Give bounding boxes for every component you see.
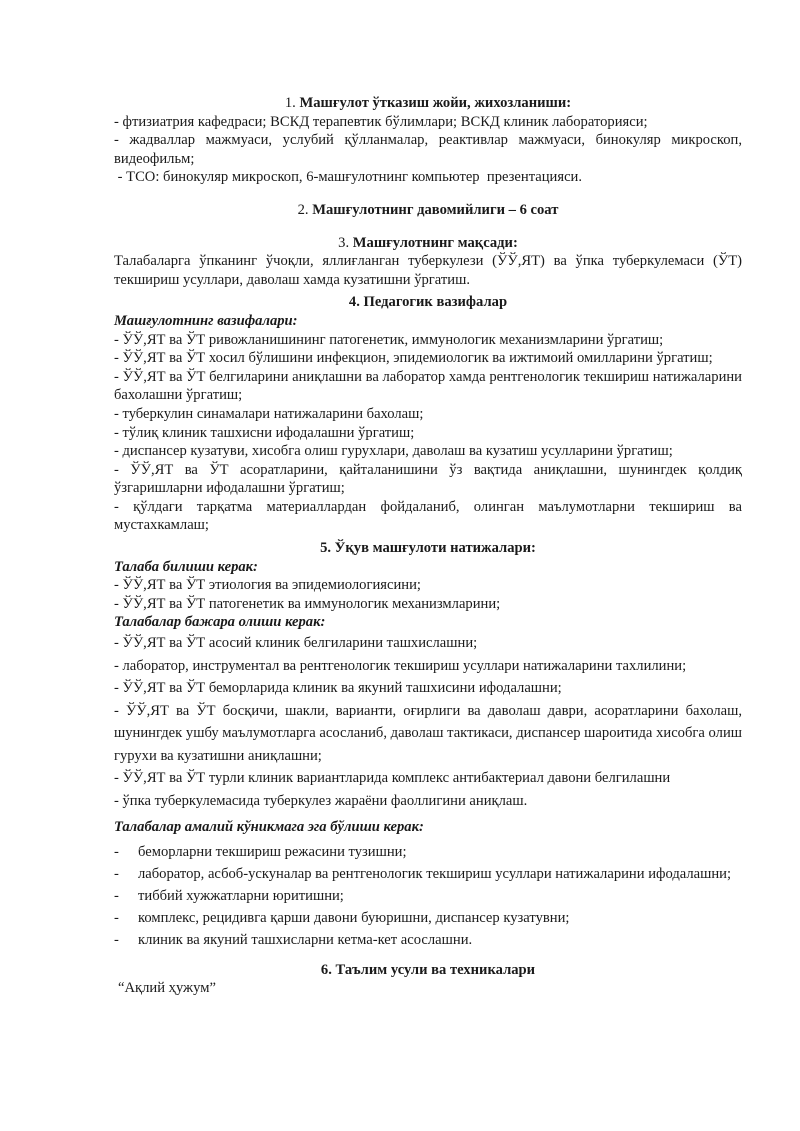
do-item: - ЎЎ,ЯТ ва ЎТ асосий клиник белгиларини ташхислашни; [114,635,478,652]
section-2-title: Машғулотнинг давомийлиги – 6 соат [312,201,559,218]
skill-item [114,841,742,863]
skill-dash: - [114,931,119,948]
section-1-line: - жадваллар мажмуаси, услубий қўлланмалар, реактивлар мажмуаси, бинокуляр микроскоп, видеофильм; [114,132,742,167]
do-item: - лаборатор, инструментал ва рентгенологик текшириш усуллари натижаларини тахлилини; [114,657,687,674]
skill-dash: - [114,865,119,882]
know-subtitle: Талаба билиши керак: [114,558,258,575]
section-3-text: Талабаларга ўпканинг ўчоқли, яллиғланган туберкулези (ЎЎ,ЯТ) ва ўпка туберкулемаси (ЎТ) текшириш усуллари, даволаш хамда кузатишни ўргатиш. [114,253,742,288]
section-1-title: Машғулот ўтказиш жойи, жихозланиши: [299,95,572,111]
skill-dash: - [114,843,119,860]
section-3-heading [114,234,742,253]
skill-text: беморларни текшириш режасини тузишни; [138,843,407,860]
skill-text: комплекс, рецидивга қарши давони буюришни, диспансер кузатувни; [138,909,570,926]
skill-text: тиббий хужжатларни юритишни; [138,887,344,904]
task-item: - ЎЎ,ЯТ ва ЎТ асоратларини, қайталанишини ўз вақтида аниқлашни, шунингдек қолдиқ ўзгаришларни ифодалашни ўргатиш; [114,461,742,497]
section-2-heading [114,201,742,220]
do-item: - ЎЎ,ЯТ ва ЎТ турли клиник вариантларида комплекс антибактериал давони белгилашни [114,770,671,787]
know-item: - ЎЎ,ЯТ ва ЎТ патогенетик ва иммунологик механизмларини; [114,595,501,612]
section-4-subtitle: Машғулотнинг вазифалари: [114,312,298,329]
section-1-number: 1. [284,95,300,111]
document-page [114,94,742,998]
task-item: - қўлдаги тарқатма материаллардан фойдаланиб, олинган маълумотларни текшириш ва мустахкамлаш; [114,498,742,534]
section-5-heading [114,539,742,558]
skill-dash: - [114,909,119,926]
task-item: - тўлиқ клиник ташхисни ифодалашни ўргатиш; [114,424,415,441]
task-item: - туберкулин синамалари натижаларини бахолаш; [114,405,424,422]
section-5-title: 5. Ўқув машғулоти натижалари: [320,540,536,557]
do-item: - ЎЎ,ЯТ ва ЎТ беморларида клиник ва якуний ташхисини ифодалашни; [114,680,562,697]
skill-item [114,863,742,885]
task-item: - ЎЎ,ЯТ ва ЎТ ривожланишининг патогенетик, иммунологик механизмларини ўргатиш; [114,331,664,348]
skill-item [114,885,742,907]
skill-text: клиник ва якуний ташхисларни кетма-кет асослашни. [138,931,473,948]
task-item: - диспансер кузатуви, хисобга олиш гурухлари, даволаш ва кузатиш усулларини ўргатиш; [114,443,673,460]
section-1-line: - ТСО: бинокуляр микроскоп, 6-машғулотнинг компьютер презентацияси. [114,169,583,186]
section-1-line: - фтизиатрия кафедраси; ВСКД терапевтик бўлимлари; ВСКД клиник лабораторияси; [114,113,648,130]
section-4-title: 4. Педагогик вазифалар [348,294,508,311]
task-item: - ЎЎ,ЯТ ва ЎТ хосил бўлишини инфекцион, эпидемиологик ва ижтимоий омилларини ўргатиш; [114,350,713,367]
know-item: - ЎЎ,ЯТ ва ЎТ этиология ва эпидемиологиясини; [114,577,421,594]
skill-dash: - [114,887,119,904]
skills-subtitle: Талабалар амалий кўникмага эга бўлиши керак: [114,819,424,836]
section-6-heading [114,961,742,980]
skill-item [114,929,742,951]
section-2-number: 2. [297,201,313,218]
skill-item [114,907,742,929]
section-1-heading [114,94,742,113]
section-4-heading [114,293,742,312]
section-3-number: 3. [338,234,353,251]
do-item: - ўпка туберкулемасида туберкулез жараёни фаоллигини аниқлаш. [114,792,528,809]
do-item: - ЎЎ,ЯТ ва ЎТ босқичи, шакли, варианти, оғирлиги ва даволаш даври, асоратларини бахолаш, шунингдек ушбу маълумотларга асосланиб, даволаш тактикаси, диспансер шароитида хисобга олиш гурухи ва кузатишни аниқлашни; [114,702,742,764]
section-6-title: 6. Таълим усули ва техникалари [320,961,536,978]
section-6-text: “Ақлий ҳужум” [118,980,216,997]
task-item: - ЎЎ,ЯТ ва ЎТ белгиларини аниқлашни ва лаборатор хамда рентгенологик текшириш натижаларини бахолашни ўргатиш; [114,368,742,404]
section-3-title: Машғулотнинг мақсади: [352,234,518,251]
do-subtitle: Талабалар бажара олиши керак: [114,614,326,631]
skill-text: лаборатор, асбоб-ускуналар ва рентгенологик текшириш усуллари натижаларини ифодалашни; [138,865,732,882]
